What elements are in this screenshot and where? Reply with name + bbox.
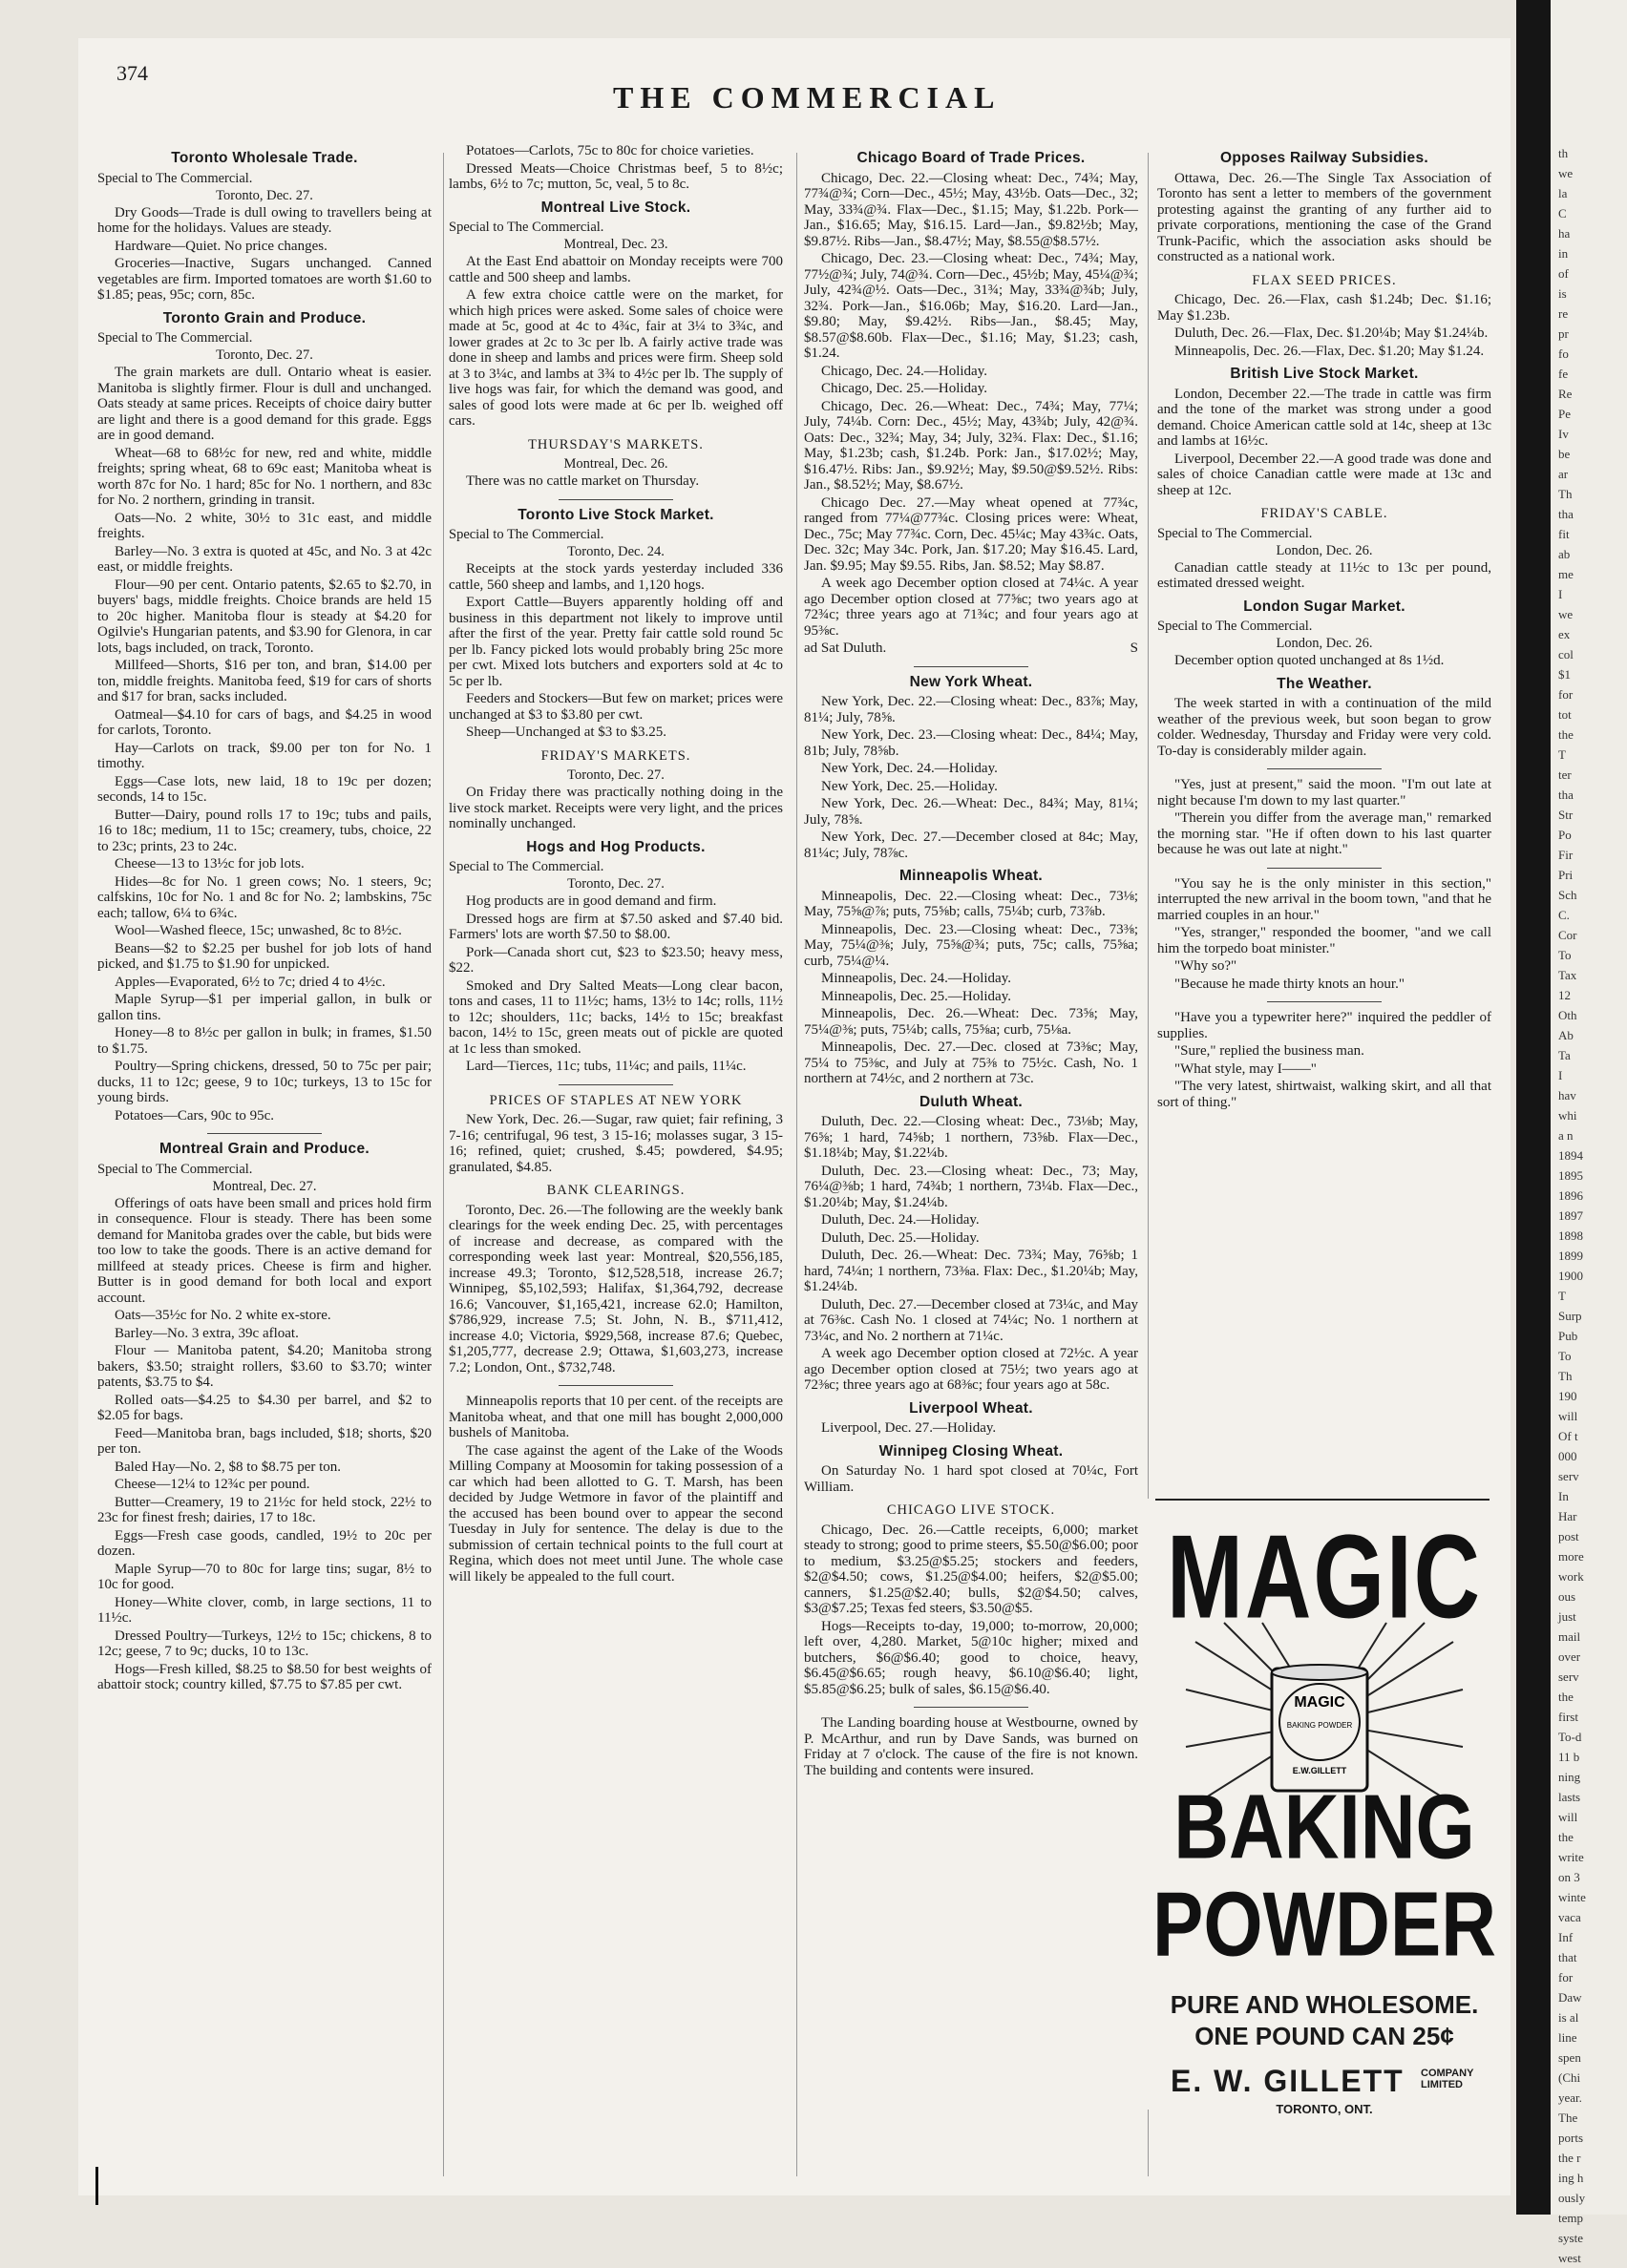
paragraph: Minneapolis reports that 10 per cent. of the receipts are Manitoba wheat, and that one mill has bought 2,000,000 bushels of Manitoba. [449,1394,783,1440]
can-label-product: BAKING POWDER [1286,1721,1353,1730]
paragraph: Rolled oats—$4.25 to $4.30 per barrel, and $2 to $2.05 for bags. [97,1392,432,1423]
paragraph: Smoked and Dry Salted Meats—Long clear bacon, tons and cases, 11 to 11½c; hams, 13½ to 14c; rolls, 11½ to 12c; shoulders, 11c; backs, 14½ to 15c; breakfast bacon, 14½ to 15c, green meats out of pickle are quoted at 1c less than smoked. [449,977,783,1057]
adjacent-page-fragment: col [1558,647,1574,662]
section-rule [1267,868,1382,869]
adjacent-page-fragment: ous [1558,1589,1576,1604]
adjacent-page-fragment: year. [1558,2090,1582,2105]
adjacent-page-fragment: Daw [1558,1990,1582,2005]
paragraph: Chicago, Dec. 22.—Closing wheat: Dec., 74¾; May, 77¾@¾; Corn—Dec., 45½; May, 43½b. Oats—Dec., 32; May, 33¾@¾. Flax—Dec., $1.15; May, $1.22b. Pork—Jan., $16.65; May, $16.15. Lard—Jan., $9.82½b; May, $9.87½. Ribs—Jan., $8.47½; May, $8.55@$8.57½. [804,170,1138,249]
adjacent-page-fragment: 1894 [1558,1148,1583,1163]
adjacent-page-fragment: serv [1558,1670,1579,1684]
paragraph: Potatoes—Cars, 90c to 95c. [115,1107,275,1124]
adjacent-page-fragment: re [1558,306,1569,321]
paragraph: Flour—90 per cent. Ontario patents, $2.65 to $2.70, in buyers' bags, middle freights. Choice brands are held 15 to 20c higher. Manitoba flour is steady at $4.20 for Ogilvie's Hungarian patents, and $3.90 for Glenora, in car lots, bags included, on track, Toronto. [97,577,432,656]
section-heading: Montreal Grain and Produce. [159,1141,370,1157]
paragraph: Chicago, Dec. 26.—Wheat: Dec., 74¾; May, 77¼; July, 74¼b. Corn: Dec., 45½; May, 43¾b; July, 42@¾. Oats: Dec., 32¾; May, 34; July, 32¾. Flax: Dec., $1.16; May, $1.23b; cash, $1.24b. Pork: Jan., $17.02½; May, $16.47½. Ribs: Jan., $9.92½; May, $9.50@$9.52½. Ribs: Jan., $8.52½; May, $8.67½. [804,398,1138,493]
section-heading: Duluth Wheat. [919,1093,1024,1110]
section-rule [559,499,673,500]
paragraph: Eggs—Case lots, new laid, 18 to 19c per dozen; seconds, 14 to 15c. [97,773,432,805]
adjacent-page-fragment: fit [1558,527,1570,541]
section-heading: Chicago Board of Trade Prices. [856,150,1086,166]
paragraph: Chicago, Dec. 23.—Closing wheat: Dec., 74¾; May, 77½@¾; July, 74@¾. Corn—Dec., 45½b; May, 45¼@¾; July, 42¾@½. Oats—Dec., 31¾; May, 33¾@¾b; July, 32¾. Pork—Jan., $16.06b; May, $16.20. Lard—Jan., $9.80; May, $9.42½. Ribs—Jan., $8.45; May, $8.57@$8.60b. Flax—Dec., $1.16; May, $1.23; cash, $1.24. [804,251,1138,361]
paragraph: Ottawa, Dec. 26.—The Single Tax Association of Toronto has sent a letter to members of the government protesting against the granting of any further aid to private corporations, mentioning the case of the Grand Trunk-Pacific, which the association asks should be constructed as a national work. [1157,170,1491,264]
adjacent-page-fragment: be [1558,447,1571,461]
paragraph: Hogs—Fresh killed, $8.25 to $8.50 for best weights of abattoir stock; country killed, $7.75 to $7.85 per cwt. [97,1661,432,1692]
paragraph: Butter—Dairy, pound rolls 17 to 19c; tubs and pails, 16 to 18c; medium, 11 to 15c; creamery, tubs, choice, 22 to 23c; prints, 23 to 24c. [97,807,432,854]
adjacent-page-fragment: In [1558,1489,1569,1503]
paragraph: Poultry—Spring chickens, dressed, 50 to 75c per pair; ducks, 11 to 12c; geese, 9 to 10c; turkeys, 13 to 15c for young birds. [97,1059,432,1105]
sub-heading: CHICAGO LIVE STOCK. [886,1502,1056,1518]
paragraph: Flour — Manitoba patent, $4.20; Manitoba strong bakers, $3.50; straight rollers, $3.60 to $3.70; winter patents, $3.75 to $4. [97,1343,432,1390]
adjacent-page-fragment: 1900 [1558,1269,1583,1283]
page-number: 374 [116,61,148,85]
sub-heading: THURSDAY'S MARKETS. [528,436,704,452]
adjacent-page-fragment: post [1558,1529,1579,1544]
can-label-magic: MAGIC [1294,1694,1345,1711]
adjacent-page-fragment: vaca [1558,1910,1581,1924]
adjacent-page-fragment: 11 b [1558,1750,1580,1764]
adjacent-page-fragment: 000 [1558,1449,1577,1463]
dateline: Toronto, Dec. 27. [216,187,313,203]
paragraph: Minneapolis, Dec. 26.—Wheat: Dec. 73⅝; May, 75¼@⅜; puts, 75¼b; calls, 75⅝a; curb, 75⅛a. [804,1006,1138,1038]
paragraph: Hay—Carlots on track, $9.00 per ton for No. 1 timothy. [97,740,432,771]
dateline: Montreal, Dec. 23. [563,237,668,252]
adjacent-page-fragment: write [1558,1850,1584,1864]
adjacent-page-fragment: C [1558,206,1567,220]
adjacent-page-fragment: 190 [1558,1389,1577,1403]
paragraph: Wheat—68 to 68½c for new, red and white, middle freights; spring wheat, 68 to 69c east; Manitoba wheat is worth 87c for No. 1 hard; 85c for No. 1 northern, and 83c for No. 2 northern, grinding in transit. [97,445,432,508]
paragraph: "Have you a typewriter here?" inquired the peddler of supplies. [1157,1010,1491,1041]
paragraph: London, December 22.—The trade in cattle was firm and the tone of the market was strong under a good demand. Choice American cattle sold at 14c, sheep at 13c and lambs at 16½c. [1157,386,1491,449]
byline: Special to The Commercial. [1157,525,1313,541]
adjacent-page-fragment: is al [1558,2010,1579,2025]
column-3 [804,143,1138,1780]
paragraph: Cheese—12¼ to 12¾c per pound. [115,1477,310,1492]
paragraph: There was no cattle market on Thursday. [466,473,700,489]
adjacent-page-fragment: Pri [1558,868,1574,882]
paragraph: "What style, may I——" [1174,1060,1317,1077]
section-heading: New York Wheat. [909,673,1033,690]
section-rule [1267,768,1382,769]
paragraph: Offerings of oats have been small and prices hold firm in consequence. Flour is steady. There has been some demand for Manitoba grades over the cable, but bids were too low to take the goods. There is an active demand for millfeed at steady prices. Cheese is firm and higher. Butter is in good demand for both local and export account. [97,1195,432,1306]
paragraph: Maple Syrup—$1 per imperial gallon, in bulk or gallon tins. [97,992,432,1023]
adjacent-page-fragment: ously [1558,2191,1586,2205]
paragraph: Duluth, Dec. 26.—Wheat: Dec. 73¾; May, 76⅝b; 1 hard, 74¼n; 1 northern, 73⅜a. Flax: Dec., $1.20¼b; May, $1.24¼b. [804,1248,1138,1294]
adjacent-page-fragment: Ab [1558,1028,1574,1042]
paragraph: Liverpool, December 22.—A good trade was done and sales of choice Canadian cattle were made at 13c and sheep at 12c. [1157,451,1491,498]
adjacent-page-fragment: whi [1558,1108,1577,1123]
dateline: Toronto, Dec. 27. [567,876,665,892]
section-heading: Toronto Wholesale Trade. [171,150,358,166]
adjacent-page-fragment: tha [1558,788,1574,802]
paragraph: Minneapolis, Dec. 26.—Flax, Dec. $1.20; May $1.24. [1174,343,1485,359]
adjacent-page-fragment: Str [1558,808,1574,822]
adjacent-page-fragment: 1899 [1558,1249,1583,1263]
paragraph: New York, Dec. 26.—Sugar, raw quiet; fair refining, 3 7-16; centrifugal, 96 test, 3 15-16; molasses sugar, 3 15-16; refined, quiet; crushed, $.45; powdered, $4.95; granulated, $4.85. [449,1112,783,1175]
adjacent-page-fragment: 1898 [1558,1228,1583,1243]
paragraph: Butter—Creamery, 19 to 21½c for held stock, 22½ to 23c for finest fresh; dairies, 17 to 18c. [97,1494,432,1525]
adjacent-page-fragment: The [1558,2110,1578,2125]
adjacent-page-fragment: Pub [1558,1329,1578,1343]
adjacent-page-fragment: Sch [1558,888,1577,902]
adjacent-page-fragment: Re [1558,387,1573,401]
paragraph: Lard—Tierces, 11c; tubs, 11¼c; and pails, 11¼c. [466,1059,747,1074]
section-heading: London Sugar Market. [1243,598,1405,615]
paragraph: On Saturday No. 1 hard spot closed at 70¼c, Fort William. [804,1463,1138,1495]
sub-heading: FRIDAY'S CABLE. [1260,506,1388,521]
paragraph: On Friday there was practically nothing doing in the live stock market. Receipts were very light, and the prices nominally unchanged. [449,785,783,831]
paragraph: Barley—No. 3 extra is quoted at 45c, and No. 3 at 42c east, or middle freights. [97,543,432,575]
scan-mark [95,2167,98,2205]
adjacent-page-edge [1551,0,1627,2265]
paragraph: "Yes, just at present," said the moon. "I'm out late at night because I'm down to my last quarter." [1157,777,1491,808]
paragraph: Beans—$2 to $2.25 per bushel for job lots of hand picked, and $1.75 to $1.90 for unpicked. [97,940,432,972]
sub-heading: PRICES OF STAPLES AT NEW YORK [489,1092,743,1108]
ad-headline: POWDER [1152,1873,1496,1975]
ad-headline: BAKING [1173,1775,1475,1878]
adjacent-page-fragment: ports [1558,2131,1583,2145]
adjacent-page-fragment: in [1558,246,1569,261]
adjacent-page-fragment: Th [1558,1369,1573,1383]
adjacent-page-fragment: To-d [1558,1730,1582,1744]
section-heading: The Weather. [1277,675,1372,692]
adjacent-page-fragment: for [1558,1970,1574,1984]
paragraph: Chicago Dec. 27.—May wheat opened at 77¾c, ranged from 77¼@77¾c. Closing prices were: Wheat, Dec., 75c; May 77¾c. Corn, Dec. 45¼c; May 43¾c. Oats, Dec. 32c; May 34c. Pork, Jan. $17.20; May $16.45. Lard, Jan. $9.95; May $9.55. Ribs, Jan. $8.52; May $8.87. [804,494,1138,574]
adjacent-page-fragment: Har [1558,1509,1577,1523]
ad-maker-suffix [1421,2068,1473,2090]
adjacent-page-fragment: pr [1558,326,1569,341]
adjacent-page-fragment: more [1558,1549,1584,1564]
paragraph: Minneapolis, Dec. 27.—Dec. closed at 73⅜c; May, 75¼ to 75⅜c, and July at 75⅜ to 75½c. Cash, No. 1 northern at 74½c, and 2 northern at 73c. [804,1040,1138,1086]
adjacent-page-fragment: C. [1558,908,1570,922]
adjacent-page-fragment: hav [1558,1088,1576,1102]
paragraph: Chicago, Dec. 26.—Flax, cash $1.24b; Dec. $1.16; May $1.23b. [1157,292,1491,324]
dateline: London, Dec. 26. [1276,542,1373,558]
adjacent-page-fragment: I [1558,587,1563,601]
newspaper-title: THE COMMERCIAL [613,80,1002,115]
sub-heading: FLAX SEED PRICES. [1252,272,1397,288]
adjacent-page-fragment: Surp [1558,1309,1582,1323]
paragraph: Canadian cattle steady at 11½c to 13c per pound, estimated dressed weight. [1157,559,1491,591]
adjacent-page-fragment: fo [1558,346,1569,361]
ad-city: TORONTO, ONT. [1276,2102,1373,2116]
section-heading: Montreal Live Stock. [540,199,691,216]
adjacent-page-fragment: Ta [1558,1048,1571,1062]
adjacent-page-fragment: la [1558,186,1568,200]
paragraph: Chicago, Dec. 25.—Holiday. [821,381,987,396]
paragraph: Pork—Canada short cut, $23 to $23.50; heavy mess, $22. [449,944,783,976]
dateline: Montreal, Dec. 27. [212,1178,317,1194]
adjacent-page-fragment: T [1558,747,1566,762]
ad-maker: E. W. GILLETT [1171,2064,1405,2098]
section-rule [559,1084,673,1085]
column-divider [796,153,797,2176]
adjacent-page-fragment: To [1558,1349,1572,1363]
byline: Special to The Commercial. [97,170,253,186]
ad-maker-company: COMPANY [1421,2068,1474,2079]
section-rule [1267,1001,1382,1002]
section-heading: Toronto Grain and Produce. [162,309,367,326]
adjacent-page-fragment: T [1558,1289,1566,1303]
paragraph: The week started in with a continuation of the mild weather of the previous week, but soon began to grow colder. Wednesday, Thursday and Friday were very cold. To-day is considerably milder again. [1157,696,1491,759]
adjacent-page-fragment: syste [1558,2231,1583,2245]
adjacent-page-fragment: ing h [1558,2171,1584,2185]
dateline: London, Dec. 26. [1276,636,1373,651]
adjacent-page-fragment: Po [1558,828,1572,842]
adjacent-page-fragment: on 3 [1558,1870,1580,1884]
paragraph: The case against the agent of the Lake of the Woods Milling Company at Moosomin for taking possession of a car which had been allotted to G. T. Marsh, has been decided by Judge Wetmore in favor of the plaintiff and the accused has been bound over to appear the second Tuesday in July for sentence. The delay is due to the submission of certain technical points to the full court at Regina, which does not meet until June. The whole case will likely be appealed to the full court. [449,1442,783,1585]
paragraph: Toronto, Dec. 26.—The following are the weekly bank clearings for the week ending Dec. 25, with percentages of increase and decrease, as compared with the corresponding week last year: Montreal, $20,556,185, increase 49.3; Toronto, $12,528,518, increase 26.7; Winnipeg, $5,102,593; Halifax, $1,364,792, decrease 16.6; Vancouver, $1,165,421, increase 62.0; Hamilton, $786,929, increase 7.5; St. John, N. B., $711,412, increase 4.0; Victoria, $929,568, increase 87.6; Quebec, $1,205,777, decrease 2.9; Ottawa, $1,603,273, increase 7.2; London, Ont., $732,748. [449,1202,783,1376]
adjacent-page-fragment: work [1558,1569,1584,1584]
adjacent-page-fragment: 1896 [1558,1188,1583,1203]
paragraph: Receipts at the stock yards yesterday included 336 cattle, 560 sheep and lambs, and 1,120 hogs. [449,561,783,593]
adjacent-page-fragment: west [1558,2251,1581,2265]
paragraph: Duluth, Dec. 26.—Flax, Dec. $1.20¼b; May $1.24¼b. [1174,326,1489,341]
dateline: Toronto, Dec. 27. [567,767,665,783]
signature-line [804,640,1138,657]
ad-headline: MAGIC [1167,1510,1482,1644]
byline: Special to The Commercial. [97,1161,253,1177]
adjacent-page-fragment: will [1558,1810,1578,1824]
paragraph: Feed—Manitoba bran, bags included, $18; shorts, $20 per ton. [97,1425,432,1457]
section-heading: Minneapolis Wheat. [898,868,1044,884]
adjacent-page-fragment: To [1558,948,1572,962]
adjacent-page-fragment: Inf [1558,1930,1574,1944]
adjacent-page-fragment: Fir [1558,848,1574,862]
adjacent-page-fragment: the [1558,727,1574,742]
byline: Special to The Commercial. [97,330,253,346]
adjacent-page-fragment: ter [1558,767,1572,782]
column-4 [1157,143,1491,1112]
adjacent-page-fragment: Of t [1558,1429,1578,1443]
column-2 [449,143,783,1586]
paragraph: "Because he made thirty knots an hour." [1174,976,1405,992]
paragraph: Wool—Washed fleece, 15c; unwashed, 8c to 8½c. [115,923,402,938]
paragraph: Hardware—Quiet. No price changes. [115,238,328,254]
adjacent-page-fragment: Tax [1558,968,1577,982]
paragraph: Maple Syrup—70 to 80c for large tins; sugar, 8½ to 10c for good. [97,1561,432,1592]
adjacent-page-fragment: Iv [1558,427,1569,441]
adjacent-page-fragment: 12 [1558,988,1571,1002]
adjacent-page-fragment: Oth [1558,1008,1577,1022]
paragraph: A week ago December option closed at 72½c. A year ago December option closed at 75½; two years ago at 72⅜c; three years ago at 68⅜c; four years ago at 58c. [804,1346,1138,1393]
paragraph: Hog products are in good demand and firm. [466,893,717,909]
adjacent-page-fragment: I [1558,1068,1563,1082]
adjacent-page-fragment: serv [1558,1469,1579,1483]
paragraph: Chicago, Dec. 26.—Cattle receipts, 6,000; market steady to strong; good to prime steers, $5.50@$6.00; poor to medium, $3.25@$5.25; stockers and feeders, $2@$4.50; cows, $1.25@$4.00; heifers, $2@$5.00; canners, $1.25@$2.40; bulls, $2@$4.50; calves, $3@$7.25; Texas fed steers, $3.50@$5. [804,1522,1138,1616]
adjacent-page-fragment: the r [1558,2151,1581,2165]
adjacent-page-fragment: over [1558,1649,1581,1664]
paragraph: Oats—35½c for No. 2 white ex-store. [115,1308,331,1323]
section-rule [914,666,1028,667]
paragraph: Duluth, Dec. 25.—Holiday. [821,1229,980,1246]
adjacent-page-fragment: just [1558,1609,1576,1624]
paragraph: Honey—White clover, comb, in large sections, 11 to 11½c. [97,1594,432,1626]
paragraph: New York, Dec. 25.—Holiday. [821,778,998,794]
adjacent-page-fragment: Cor [1558,928,1577,942]
adjacent-page-fragment: fe [1558,367,1569,381]
section-rule [559,1385,673,1386]
paragraph: Chicago, Dec. 24.—Holiday. [821,363,987,379]
paragraph: Duluth, Dec. 22.—Closing wheat: Dec., 73⅛b; May, 76⅝; 1 hard, 74⅝b; 1 northern, 73⅝b. Flax—Dec., $1.18¼b; May, $1.22¼b. [804,1114,1138,1161]
adjacent-page-fragment: ar [1558,467,1569,481]
adjacent-page-fragment: lasts [1558,1790,1581,1804]
paragraph: Cheese—13 to 13½c for job lots. [115,856,305,872]
byline: Special to The Commercial. [449,859,604,874]
paragraph: New York, Dec. 26.—Wheat: Dec., 84¾; May, 81¼; July, 78⅝. [804,796,1138,828]
paragraph: Duluth, Dec. 24.—Holiday. [821,1212,980,1228]
column-divider [443,153,444,2176]
section-heading: Toronto Live Stock Market. [518,506,714,523]
paragraph: New York, Dec. 24.—Holiday. [821,761,998,776]
adjacent-page-fragment: we [1558,166,1574,180]
paragraph: Sheep—Unchanged at $3 to $3.25. [466,724,666,740]
paragraph: Hides—8c for No. 1 green cows; No. 1 steers, 9c; calfskins, 10c for No. 1 and 8c for No. 2; lambskins, 75c each; tallow, 6¼ to 6¾c. [97,873,432,921]
ad-tagline: PURE AND WHOLESOME. [1170,1990,1479,2019]
adjacent-page-fragment: (Chi [1558,2070,1581,2085]
adjacent-page-fragment: Pe [1558,407,1571,421]
paragraph: Millfeed—Shorts, $16 per ton, and bran, $14.00 per ton, middle freights. Manitoba feed, $19 for cars of shorts and $17 for bran, sacks included. [97,658,432,704]
paragraph: Oatmeal—$4.10 for cars of bags, and $4.25 in wood for carlots, Toronto. [97,706,432,738]
paragraph: New York, Dec. 22.—Closing wheat: Dec., 83⅞; May, 81¼; July, 78⅝. [804,694,1138,725]
adjacent-page-fragment: line [1558,2030,1577,2045]
paragraph: Minneapolis, Dec. 23.—Closing wheat: Dec., 73⅜; May, 75¼@⅜; July, 75⅝@¾; puts, 75c; calls, 75⅝a; curb, 75¼@¼. [804,921,1138,969]
adjacent-page-fragment: ex [1558,627,1571,641]
adjacent-page-fragment: of [1558,266,1569,281]
byline: Special to The Commercial. [1157,619,1313,634]
section-heading: Hogs and Hog Products. [526,838,706,855]
ad-maker-limited: LIMITED [1421,2079,1463,2090]
paragraph: Export Cattle—Buyers apparently holding off and business in this department not likely to improve until after the first of the year. Pretty fair cattle sold round 5c per lb. Fancy picked lots would probably bring 25c more per cwt. Mixed lots butchers and exporters sold at 4c to 5c per lb. [449,595,783,689]
adjacent-page-fragment: the [1558,1690,1574,1704]
paragraph: Dressed hogs are firm at $7.50 asked and $7.40 bid. Farmers' lots are worth $7.50 to $8.00. [449,911,783,942]
adjacent-page-fragment: that [1558,1950,1577,1964]
paragraph: "Therein you differ from the average man," remarked the morning star. "He if often down to his last quarter because he was out late at night." [1157,810,1491,857]
paragraph: Apples—Evaporated, 6½ to 7c; dried 4 to 4½c. [115,974,386,990]
page-gutter [1516,0,1551,2215]
paragraph: The Landing boarding house at Westbourne, owned by P. McArthur, and run by Dave Sands, was burned on Friday at 7 o'clock. The cause of the fire is not known. The building and contents were insured. [804,1715,1138,1778]
adjacent-page-fragment: winte [1558,1890,1586,1904]
paragraph: Barley—No. 3 extra, 39c afloat. [115,1325,299,1341]
paragraph: A few extra choice cattle were on the market, for which high prices were asked. Some sales of choice were made at 5c, good at 4c to 4¾c, fair at 3¼ to 3¾c, and lower grades at 2c to 3c per lb. A fairly active trade was done in sheep and lambs and prices were firm. Sheep sold at 3 to 3¼c, and lambs at 3¾ to 4½c per lb. The supply of live hogs was fair, for which the demand was good, and sales of good lots were made at 6c per lb. weighed off cars. [449,287,783,429]
paragraph: Dressed Poultry—Turkeys, 12½ to 15c; chickens, 8 to 12c; geese, 7 to 9c; ducks, 10 to 13c. [97,1628,432,1659]
paragraph: December option quoted unchanged at 8s 1½d. [1174,653,1445,668]
sub-heading: BANK CLEARINGS. [546,1183,686,1198]
adjacent-page-fragment: for [1558,687,1574,702]
paragraph: Eggs—Fresh case goods, candled, 19½ to 20c per dozen. [97,1527,432,1559]
adjacent-page-fragment: 1895 [1558,1168,1583,1183]
adjacent-page-fragment: $1 [1558,667,1571,682]
paragraph: Honey—8 to 8½c per gallon in bulk; in frames, $1.50 to $1.75. [97,1025,432,1057]
paragraph: Potatoes—Carlots, 75c to 80c for choice varieties. [466,143,754,158]
section-heading: British Live Stock Market. [1230,366,1419,382]
paragraph: Hogs—Receipts to-day, 19,000; to-morrow, 20,000; left over, 4,280. Market, 5@10c higher; mixed and butchers, $6@$6.40; good to choice, heavy, $6.45@$6.65; rough heavy, $6.10@$6.40; light, $5.85@$6.25; bulk of sales, $6.15@$6.40. [804,1618,1138,1697]
paragraph: At the East End abattoir on Monday receipts were 700 cattle and 500 sheep and lambs. [449,254,783,285]
section-heading: Liverpool Wheat. [909,1399,1033,1417]
paragraph: Minneapolis, Dec. 25.—Holiday. [821,988,1011,1004]
column-1 [97,143,432,1695]
dateline: Toronto, Dec. 24. [567,544,665,559]
adjacent-page-fragment: ha [1558,226,1571,241]
paragraph: The grain markets are dull. Ontario wheat is easier. Manitoba is slightly firmer. Flour is dull and unchanged. Oats steady at same prices. Receipts of choice dairy butter are light and there is a good demand for this grade. Eggs are in good demand. [97,365,432,443]
paragraph: Liverpool, Dec. 27.—Holiday. [821,1420,997,1436]
adjacent-page-fragment: spen [1558,2050,1581,2065]
byline: Special to The Commercial. [449,527,604,542]
adjacent-page-fragment: Th [1558,487,1573,501]
paragraph: Minneapolis, Dec. 24.—Holiday. [821,971,1011,986]
adjacent-page-fragment: mail [1558,1629,1581,1644]
paragraph: Dry Goods—Trade is dull owing to travellers being at home for the holidays. Values are steady. [97,204,432,236]
paragraph: New York, Dec. 27.—December closed at 84c; May, 81¼c; July, 78⅞c. [804,830,1138,861]
newspaper-page [78,38,1511,2195]
adjacent-page-fragment: 1897 [1558,1208,1583,1223]
paragraph: Feeders and Stockers—But few on market; prices were unchanged at $3 to $3.80 per cwt. [449,691,783,723]
paragraph: Minneapolis, Dec. 22.—Closing wheat: Dec., 73⅛; May, 75⅝@⅞; puts, 75⅝b; calls, 75¼b; curb, 73⅞b. [804,888,1138,919]
adjacent-page-fragment: th [1558,146,1569,160]
paragraph: "Sure," replied the business man. [1174,1043,1364,1059]
adjacent-page-fragment: first [1558,1710,1578,1724]
signature-mark: S [1130,640,1138,656]
dateline: Toronto, Dec. 27. [216,347,313,363]
ad-price: ONE POUND CAN 25¢ [1194,2022,1454,2050]
paragraph: Baled Hay—No. 2, $8 to $8.75 per ton. [115,1459,342,1475]
adjacent-page-fragment: me [1558,567,1574,581]
paragraph: New York, Dec. 23.—Closing wheat: Dec., 84¼; May, 81b; July, 78⅝b. [804,727,1138,759]
adjacent-page-fragment: ab [1558,547,1571,561]
paragraph: Duluth, Dec. 27.—December closed at 73¼c, and May at 76⅜c. Cash No. 1 closed at 74¼c; No. 1 northern at 73¼c, and No. 2 northern at 71¼c. [804,1296,1138,1344]
adjacent-page-fragment: tot [1558,707,1572,722]
magic-baking-powder-ad [1148,1499,1501,2116]
paragraph: "You say he is the only minister in this section," interrupted the new arrival in the boom town, "and that he married couples in an hour." [1157,875,1491,923]
adjacent-page-fragment: the [1558,1830,1574,1844]
adjacent-page-fragment: ning [1558,1770,1581,1784]
section-rule [207,1133,322,1134]
adjacent-page-fragment: tha [1558,507,1574,521]
adjacent-page-fragment: temp [1558,2211,1583,2225]
byline: Special to The Commercial. [449,220,604,235]
adjacent-page-fragment: a n [1558,1128,1574,1143]
adjacent-page-fragment: we [1558,607,1574,621]
paragraph: Dressed Meats—Choice Christmas beef, 5 to 8½c; lambs, 6½ to 7c; mutton, 5c, veal, 5 to 8c. [449,160,783,192]
paragraph: Groceries—Inactive, Sugars unchanged. Canned vegetables are firm. Imported tomatoes are worth $1.60 to $1.85; peas, 95c; corn, 85c. [97,256,432,303]
section-rule [914,1707,1028,1708]
paragraph: "Why so?" [1174,958,1237,974]
dateline: Montreal, Dec. 26. [563,456,668,472]
section-heading: Winnipeg Closing Wheat. [878,1442,1064,1460]
adjacent-page-fragment: is [1558,286,1567,301]
paragraph: Duluth, Dec. 23.—Closing wheat: Dec., 73; May, 76¼@⅜b; 1 hard, 74¾b; 1 northern, 73¼b. Flax—Dec., $1.20¼b; May, $1.24¼b. [804,1163,1138,1210]
paragraph: Oats—No. 2 white, 30½ to 31c east, and middle freights. [97,510,432,541]
paragraph: "The very latest, shirtwaist, walking skirt, and all that sort of thing." [1157,1079,1491,1110]
section-heading: Opposes Railway Subsidies. [1220,150,1428,166]
paragraph: A week ago December option closed at 74¼c. A year ago December option closed at 77⅝c; two years ago at 72¾c; three years ago at 71¾c; and four years ago at 95⅜c. [804,576,1138,639]
signature-text: ad Sat Duluth. [804,640,887,656]
sub-heading: FRIDAY'S MARKETS. [540,747,691,764]
adjacent-page-fragment: will [1558,1409,1578,1423]
can-label-maker: E.W.GILLETT [1292,1766,1347,1775]
paragraph: "Yes, stranger," responded the boomer, "and we call him the torpedo boat minister." [1157,925,1491,956]
